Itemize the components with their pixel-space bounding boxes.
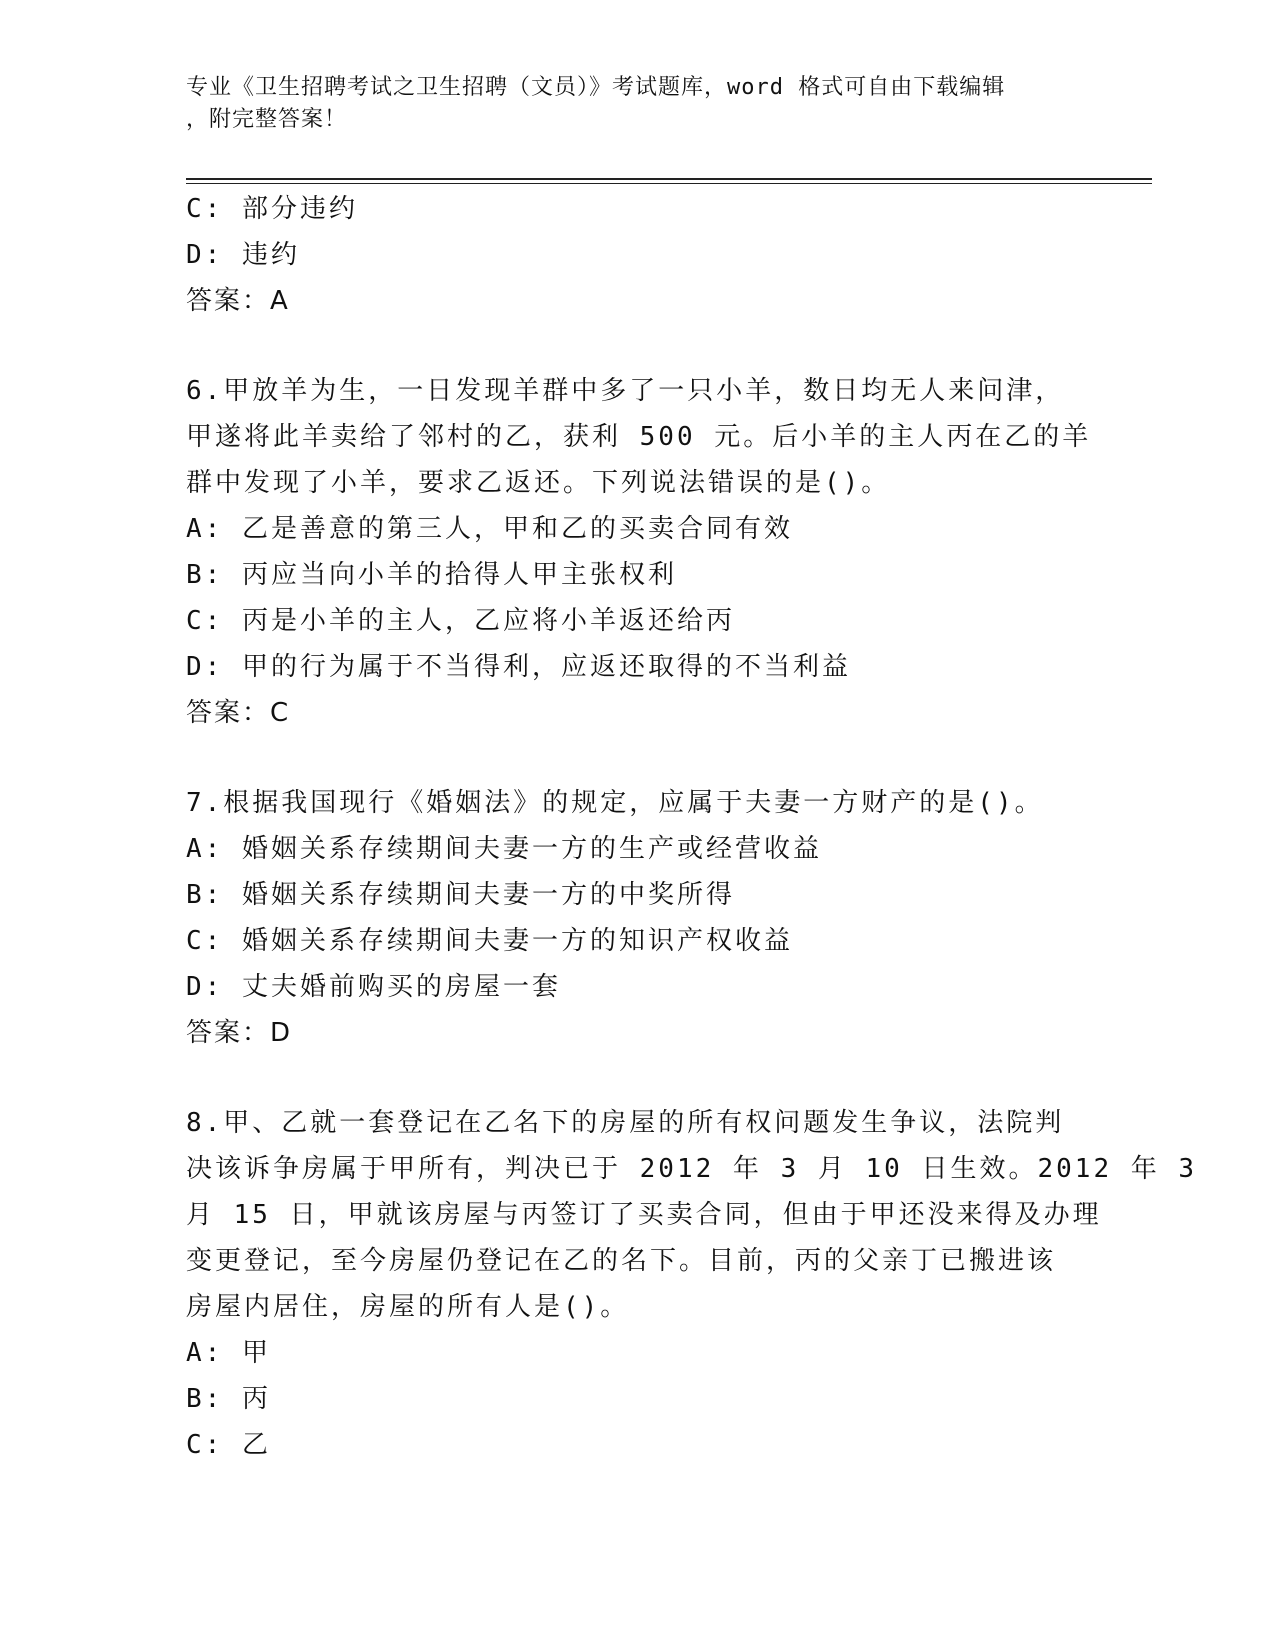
header-divider bbox=[186, 178, 1152, 184]
q6-stem-line: 6.甲放羊为生，一日发现羊群中多了一只小羊，数日均无人来问津， bbox=[186, 376, 1065, 406]
header-line-1: 专业《卫生招聘考试之卫生招聘（文员）》考试题库，word 格式可自由下载编辑 bbox=[186, 75, 1006, 100]
q6-option-a: A: 乙是善意的第三人，甲和乙的买卖合同有效 bbox=[186, 514, 793, 544]
q7-option-b: B: 婚姻关系存续期间夫妻一方的中奖所得 bbox=[186, 880, 735, 910]
q8-stem-line: 房屋内居住，房屋的所有人是()。 bbox=[186, 1292, 630, 1322]
header-line-2: ，附完整答案！ bbox=[186, 107, 348, 132]
question-content bbox=[186, 186, 1198, 1468]
q7-option-a: A: 婚姻关系存续期间夫妻一方的生产或经营收益 bbox=[186, 834, 822, 864]
q6-stem-line: 甲遂将此羊卖给了邻村的乙，获利 500 元。后小羊的主人丙在乙的羊 bbox=[186, 422, 1092, 452]
q7-answer: 答案：D bbox=[186, 1018, 293, 1048]
spacer bbox=[186, 1056, 1086, 1100]
q6-option-c: C: 丙是小羊的主人，乙应将小羊返还给丙 bbox=[186, 606, 735, 636]
q7-stem: 7.根据我国现行《婚姻法》的规定，应属于夫妻一方财产的是()。 bbox=[186, 788, 1044, 818]
q6-answer: 答案：C bbox=[186, 698, 291, 728]
q8-option-b: B: 丙 bbox=[186, 1384, 271, 1414]
spacer bbox=[186, 324, 1086, 368]
q6-stem-line: 群中发现了小羊，要求乙返还。下列说法错误的是()。 bbox=[186, 468, 891, 498]
q8-stem-line: 变更登记，至今房屋仍登记在乙的名下。目前，丙的父亲丁已搬进该 bbox=[186, 1246, 1057, 1276]
spacer bbox=[186, 736, 1086, 780]
q8-stem-line: 月 15 日，甲就该房屋与丙签订了买卖合同，但由于甲还没来得及办理 bbox=[186, 1200, 1102, 1230]
q5-option-d: D: 违约 bbox=[186, 240, 300, 270]
document-header bbox=[186, 72, 1076, 136]
q6-option-b: B: 丙应当向小羊的拾得人甲主张权利 bbox=[186, 560, 677, 590]
q8-option-c: C: 乙 bbox=[186, 1430, 271, 1460]
q6-option-d: D: 甲的行为属于不当得利，应返还取得的不当利益 bbox=[186, 652, 851, 682]
q8-stem-line: 决该诉争房属于甲所有，判决已于 2012 年 3 月 10 日生效。2012 年 3 bbox=[186, 1154, 1198, 1184]
q7-option-d: D: 丈夫婚前购买的房屋一套 bbox=[186, 972, 561, 1002]
q8-stem-line: 8.甲、乙就一套登记在乙名下的房屋的所有权问题发生争议，法院判 bbox=[186, 1108, 1065, 1138]
q5-answer: 答案：A bbox=[186, 286, 290, 316]
q5-option-c: C: 部分违约 bbox=[186, 194, 358, 224]
q8-option-a: A: 甲 bbox=[186, 1338, 271, 1368]
q7-option-c: C: 婚姻关系存续期间夫妻一方的知识产权收益 bbox=[186, 926, 793, 956]
